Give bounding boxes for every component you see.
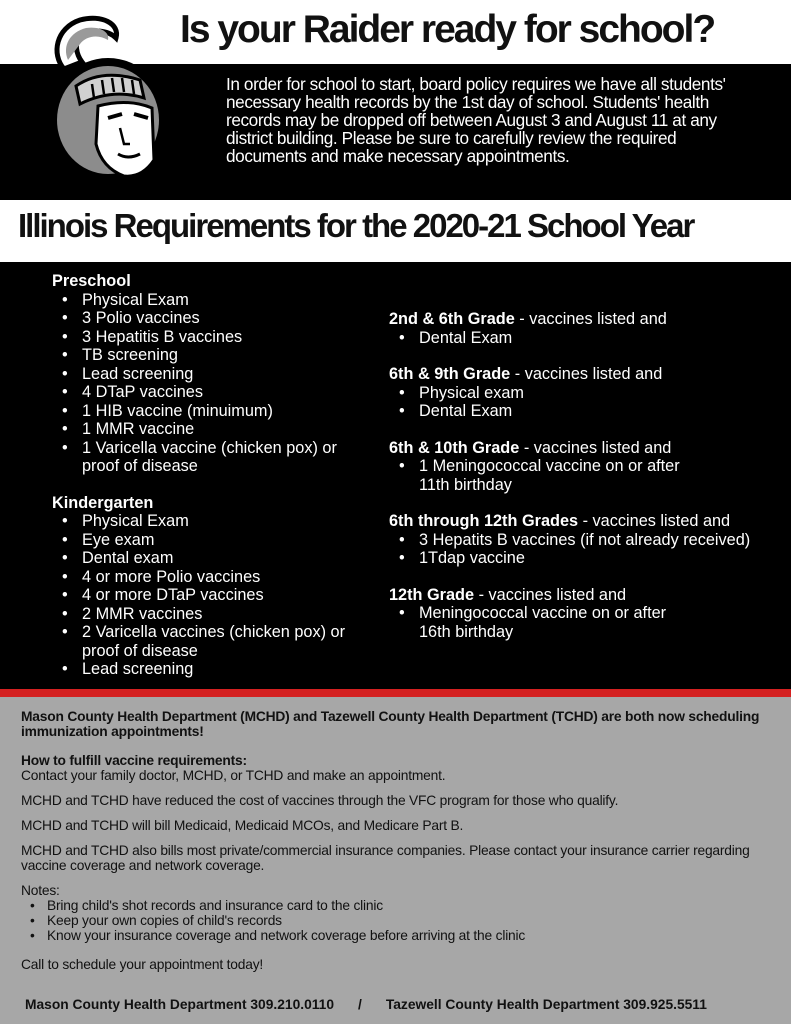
- mchd-contact: Mason County Health Department 309.210.0110: [25, 997, 335, 1012]
- grade-12-heading: 12th Grade - vaccines listed and: [389, 585, 627, 604]
- vfc-paragraph: MCHD and TCHD have reduced the cost of vaccines through the VFC program for those who qualify.: [21, 793, 619, 808]
- grade-6-10-list: [389, 457, 689, 494]
- separator: /: [358, 997, 362, 1012]
- preschool-heading: Preschool: [52, 272, 131, 290]
- insurance-paragraph: MCHD and TCHD also bills most private/commercial insurance companies. Please contact your insurance carrier regarding vaccine coverage and network coverage.: [21, 843, 750, 873]
- list-item: • 4 DTaP vaccines: [52, 383, 357, 402]
- list-item: • 3 Polio vaccines: [52, 309, 357, 328]
- notes-label: Notes:: [21, 883, 60, 898]
- list-item: • Eye exam: [52, 531, 357, 550]
- raider-knight-logo: [36, 14, 168, 184]
- tchd-contact: Tazewell County Health Department 309.925.5511: [385, 997, 707, 1012]
- list-item: • Physical Exam: [52, 291, 357, 310]
- list-item: • Physical Exam: [52, 512, 357, 531]
- preschool-list: [52, 291, 357, 476]
- grade-2-6-list: [389, 329, 784, 348]
- list-item: • 1 Varicella vaccine (chicken pox) or proof of disease: [52, 439, 357, 476]
- list-item: • Physical exam: [389, 384, 784, 403]
- list-item: • Keep your own copies of child's records: [21, 913, 776, 928]
- kindergarten-list: [52, 512, 357, 679]
- list-item: • 3 Hepatits B vaccines (if not already received): [389, 531, 784, 550]
- requirements-right-column: [389, 310, 784, 641]
- list-item: • TB screening: [52, 346, 357, 365]
- notes-list: [21, 898, 776, 943]
- list-item: • Meningococcal vaccine on or after 16th birthday: [389, 604, 689, 641]
- list-item: • 1 MMR vaccine: [52, 420, 357, 439]
- grade-6-9-list: [389, 384, 784, 421]
- grade-12-list: [389, 604, 689, 641]
- list-item: • 4 or more DTaP vaccines: [52, 586, 357, 605]
- list-item: • 1Tdap vaccine: [389, 549, 784, 568]
- list-item: • 1 Meningococcal vaccine on or after 11th birthday: [389, 457, 689, 494]
- info-panel: [0, 697, 791, 1024]
- list-item: • 2 Varicella vaccines (chicken pox) or proof of disease: [52, 623, 357, 660]
- grade-6-9-heading: 6th & 9th Grade - vaccines listed and: [389, 365, 663, 383]
- grade-6-12-heading: 6th through 12th Grades - vaccines listed and: [389, 512, 731, 530]
- list-item: • Dental Exam: [389, 402, 784, 421]
- red-divider: [0, 689, 791, 697]
- call-to-action: Call to schedule your appointment today!: [21, 957, 264, 972]
- list-item: • 1 HIB vaccine (minuimum): [52, 402, 357, 421]
- how-to-text: Contact your family doctor, MCHD, or TCHD and make an appointment.: [21, 768, 446, 783]
- list-item: • Lead screening: [52, 365, 357, 384]
- list-item: • 4 or more Polio vaccines: [52, 568, 357, 587]
- page-title: Is your Raider ready for school?: [180, 8, 715, 51]
- billing-paragraph: MCHD and TCHD will bill Medicaid, Medicaid MCOs, and Medicare Part B.: [21, 818, 464, 833]
- list-item: • Dental Exam: [389, 329, 784, 348]
- announcement: Mason County Health Department (MCHD) and Tazewell County Health Department (TCHD) are both now scheduling immunization appointments!: [21, 709, 760, 739]
- requirements-panel: [0, 262, 791, 689]
- list-item: • 3 Hepatitis B vaccines: [52, 328, 357, 347]
- how-to-heading: How to fulfill vaccine requirements:: [21, 753, 247, 768]
- grade-6-10-heading: 6th & 10th Grade - vaccines listed and: [389, 438, 672, 457]
- list-item: • Know your insurance coverage and network coverage before arriving at the clinic: [21, 928, 776, 943]
- requirements-left-column: [52, 272, 357, 679]
- contact-footer: [25, 997, 707, 1012]
- list-item: • Dental exam: [52, 549, 357, 568]
- intro-text: In order for school to start, board policy requires we have all students' necessary health records by the 1st day of school. Students' health records may be dropped off between August 3 and August 11 at any district building. Please be sure to carefully review the required documents and make necessary appointments.: [226, 74, 726, 166]
- grade-2-6-heading: 2nd & 6th Grade - vaccines listed and: [389, 310, 667, 328]
- grade-6-12-list: [389, 531, 784, 568]
- list-item: • Bring child's shot records and insurance card to the clinic: [21, 898, 776, 913]
- kindergarten-heading: Kindergarten: [52, 493, 154, 512]
- requirements-title: Illinois Requirements for the 2020-21 School Year: [18, 207, 694, 244]
- list-item: • Lead screening: [52, 660, 357, 679]
- list-item: • 2 MMR vaccines: [52, 605, 357, 624]
